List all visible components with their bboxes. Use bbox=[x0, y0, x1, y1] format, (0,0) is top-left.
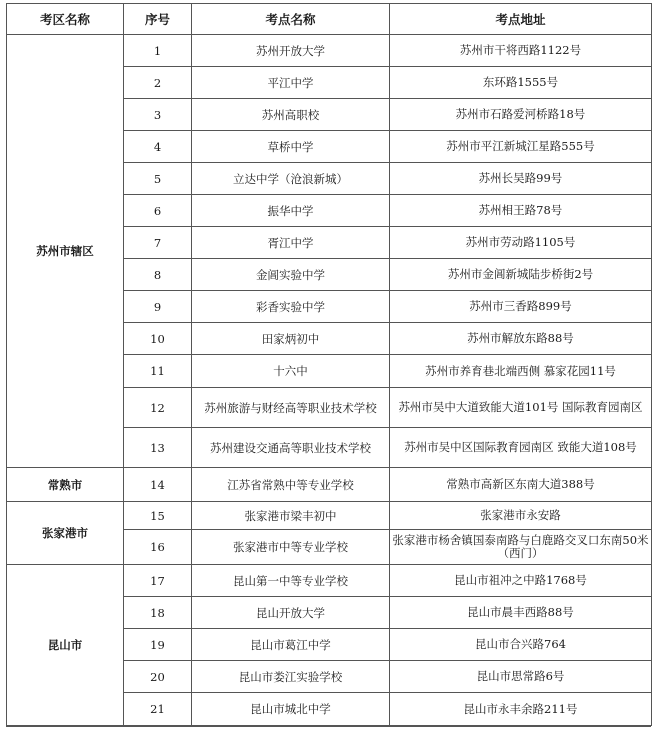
header-row bbox=[7, 4, 652, 35]
site-address-cell: 苏州市吴中大道致能大道101号 国际教育园南区 bbox=[390, 388, 652, 428]
table-bottom-continuation bbox=[6, 726, 651, 730]
site-name-cell: 昆山开放大学 bbox=[192, 597, 390, 629]
region-cell: 常熟市 bbox=[7, 468, 124, 502]
seq-cell: 15 bbox=[124, 502, 192, 530]
seq-cell: 12 bbox=[124, 388, 192, 428]
site-address-cell: 昆山市思常路6号 bbox=[390, 661, 652, 693]
seq-cell: 3 bbox=[124, 99, 192, 131]
site-address-cell: 苏州市三香路899号 bbox=[390, 291, 652, 323]
site-name-cell: 苏州高职校 bbox=[192, 99, 390, 131]
table-row bbox=[7, 565, 652, 597]
site-address-cell: 昆山市晨丰西路88号 bbox=[390, 597, 652, 629]
site-address-cell: 东环路1555号 bbox=[390, 67, 652, 99]
seq-cell: 17 bbox=[124, 565, 192, 597]
site-address-cell: 昆山市祖冲之中路1768号 bbox=[390, 565, 652, 597]
seq-cell: 20 bbox=[124, 661, 192, 693]
exam-sites-table bbox=[6, 3, 652, 726]
seq-cell: 9 bbox=[124, 291, 192, 323]
site-address-cell: 苏州市金阊新城陆步桥街2号 bbox=[390, 259, 652, 291]
seq-cell: 14 bbox=[124, 468, 192, 502]
site-name-cell: 张家港市梁丰初中 bbox=[192, 502, 390, 530]
site-name-cell: 田家炳初中 bbox=[192, 323, 390, 355]
site-name-cell: 苏州开放大学 bbox=[192, 35, 390, 67]
seq-cell: 4 bbox=[124, 131, 192, 163]
seq-cell: 5 bbox=[124, 163, 192, 195]
seq-cell: 18 bbox=[124, 597, 192, 629]
site-address-cell: 张家港市杨舍镇国泰南路与白鹿路交叉口东南50米（西门） bbox=[390, 530, 652, 565]
seq-cell: 21 bbox=[124, 693, 192, 726]
site-address-cell: 苏州市平江新城江星路555号 bbox=[390, 131, 652, 163]
site-name-cell: 十六中 bbox=[192, 355, 390, 388]
site-address-cell: 苏州长吴路99号 bbox=[390, 163, 652, 195]
site-address-cell: 昆山市永丰余路211号 bbox=[390, 693, 652, 726]
site-address-cell: 昆山市合兴路764 bbox=[390, 629, 652, 661]
site-address-cell: 张家港市永安路 bbox=[390, 502, 652, 530]
site-address-cell: 常熟市高新区东南大道388号 bbox=[390, 468, 652, 502]
site-name-cell: 昆山市城北中学 bbox=[192, 693, 390, 726]
region-cell: 苏州市辖区 bbox=[7, 35, 124, 468]
seq-cell: 19 bbox=[124, 629, 192, 661]
site-name-cell: 草桥中学 bbox=[192, 131, 390, 163]
header-seq: 序号 bbox=[124, 4, 192, 35]
site-name-cell: 昆山市娄江实验学校 bbox=[192, 661, 390, 693]
site-name-cell: 彩香实验中学 bbox=[192, 291, 390, 323]
seq-cell: 11 bbox=[124, 355, 192, 388]
site-address-cell: 苏州相王路78号 bbox=[390, 195, 652, 227]
site-name-cell: 张家港市中等专业学校 bbox=[192, 530, 390, 565]
site-name-cell: 胥江中学 bbox=[192, 227, 390, 259]
site-name-cell: 平江中学 bbox=[192, 67, 390, 99]
site-address-cell: 苏州市吴中区国际教育园南区 致能大道108号 bbox=[390, 428, 652, 468]
table-row bbox=[7, 35, 652, 67]
seq-cell: 7 bbox=[124, 227, 192, 259]
header-region: 考区名称 bbox=[7, 4, 124, 35]
seq-cell: 6 bbox=[124, 195, 192, 227]
seq-cell: 13 bbox=[124, 428, 192, 468]
seq-cell: 2 bbox=[124, 67, 192, 99]
region-cell: 张家港市 bbox=[7, 502, 124, 565]
site-address-cell: 苏州市石路爱河桥路18号 bbox=[390, 99, 652, 131]
site-address-cell: 苏州市养育巷北端西侧 慕家花园11号 bbox=[390, 355, 652, 388]
table-row bbox=[7, 468, 652, 502]
header-name: 考点名称 bbox=[192, 4, 390, 35]
site-name-cell: 振华中学 bbox=[192, 195, 390, 227]
seq-cell: 8 bbox=[124, 259, 192, 291]
site-name-cell: 苏州建设交通高等职业技术学校 bbox=[192, 428, 390, 468]
table-row bbox=[7, 502, 652, 530]
site-name-cell: 昆山市葛江中学 bbox=[192, 629, 390, 661]
region-cell: 昆山市 bbox=[7, 565, 124, 726]
site-address-cell: 苏州市解放东路88号 bbox=[390, 323, 652, 355]
header-address: 考点地址 bbox=[390, 4, 652, 35]
site-address-cell: 苏州市劳动路1105号 bbox=[390, 227, 652, 259]
site-name-cell: 立达中学（沧浪新城） bbox=[192, 163, 390, 195]
seq-cell: 16 bbox=[124, 530, 192, 565]
seq-cell: 1 bbox=[124, 35, 192, 67]
site-name-cell: 江苏省常熟中等专业学校 bbox=[192, 468, 390, 502]
seq-cell: 10 bbox=[124, 323, 192, 355]
site-name-cell: 昆山第一中等专业学校 bbox=[192, 565, 390, 597]
site-name-cell: 金阊实验中学 bbox=[192, 259, 390, 291]
site-name-cell: 苏州旅游与财经高等职业技术学校 bbox=[192, 388, 390, 428]
site-address-cell: 苏州市干将西路1122号 bbox=[390, 35, 652, 67]
